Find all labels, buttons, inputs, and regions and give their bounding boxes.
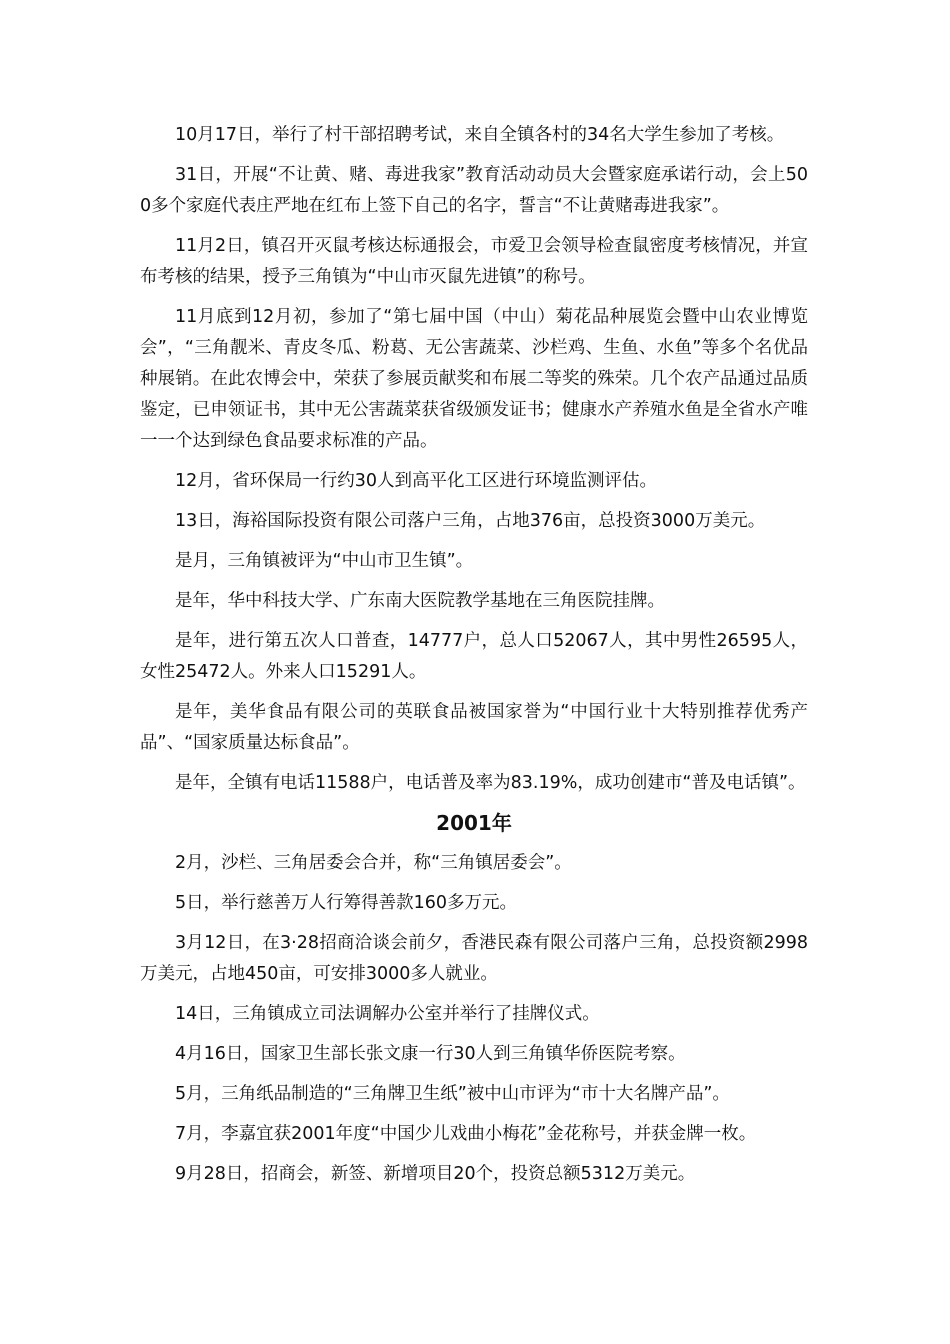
paragraph-minsen-investment: 3月12日，在3·28招商洽谈会前夕，香港民森有限公司落户三角，总投资额2998万美元，占地450亩，可安排3000多人就业。 xyxy=(140,933,808,984)
paragraph-anti-drug-campaign: 31日，开展“不让黄、赌、毒进我家”教育活动动员大会暨家庭承诺行动，会上500多个家庭代表庄严地在红布上签下自己的名字，誓言“不让黄赌毒进我家”。 xyxy=(140,165,808,216)
document-body xyxy=(140,120,808,1199)
paragraph-food-award: 是年，美华食品有限公司的英联食品被国家誉为“中国行业十大特别推荐优秀产品”、“国家质量达标食品”。 xyxy=(140,702,808,753)
paragraph-opera-award: 7月，李嘉宜获2001年度“中国少儿戏曲小梅花”金花称号，并获金牌一枚。 xyxy=(175,1124,757,1144)
paragraph-tissue-brand: 5月，三角纸品制造的“三角牌卫生纸”被中山市评为“市十大名牌产品”。 xyxy=(175,1084,730,1104)
paragraph-agri-expo: 11月底到12月初，参加了“第七届中国（中山）菊花品种展览会暨中山农业博览会”，“三角靓米、青皮冬瓜、粉葛、无公害蔬菜、沙栏鸡、生鱼、水鱼”等多个名优品种展销。在此农博会中，荣获了参展贡献奖和布展二等奖的殊荣。几个农产品通过品质鉴定，已申领证书，其中无公害蔬菜获省级颁发证书；健康水产养殖水鱼是全省水产唯一一个达到绿色食品要求标准的产品。 xyxy=(140,307,808,451)
paragraph-residents-committee: 2月，沙栏、三角居委会合并，称“三角镇居委会”。 xyxy=(175,853,572,873)
paragraph-rodent-control: 11月2日，镇召开灭鼠考核达标通报会，市爱卫会领导检查鼠密度考核情况，并宣布考核的结果，授予三角镇为“中山市灭鼠先进镇”的称号。 xyxy=(140,236,808,287)
paragraph-hygiene-town: 是月，三角镇被评为“中山市卫生镇”。 xyxy=(175,551,474,571)
section-heading-2001: 2001年 xyxy=(436,811,512,835)
paragraph-environment-survey: 12月，省环保局一行约30人到高平化工区进行环境监测评估。 xyxy=(175,471,658,491)
paragraph-investment-fair: 9月28日，招商会，新签、新增项目20个，投资总额5312万美元。 xyxy=(175,1164,696,1184)
paragraph-teaching-base: 是年，华中科技大学、广东南大医院教学基地在三角医院挂牌。 xyxy=(175,591,665,611)
paragraph-mediation-office: 14日，三角镇成立司法调解办公室并举行了挂牌仪式。 xyxy=(175,1004,600,1024)
paragraph-telephone: 是年，全镇有电话11588户，电话普及率为83.19%，成功创建市“普及电话镇”。 xyxy=(175,773,806,793)
paragraph-census: 是年，进行第五次人口普查，14777户，总人口52067人，其中男性26595人，女性25472人。外来人口15291人。 xyxy=(140,631,808,682)
paragraph-charity-walk: 5日，举行慈善万人行筹得善款160多万元。 xyxy=(175,893,518,913)
paragraph-health-minister-visit: 4月16日，国家卫生部长张文康一行30人到三角镇华侨医院考察。 xyxy=(175,1044,686,1064)
paragraph-haiyu-investment: 13日，海裕国际投资有限公司落户三角，占地376亩，总投资3000万美元。 xyxy=(175,511,766,531)
paragraph-village-cadre-exam: 10月17日，举行了村干部招聘考试，来自全镇各村的34名大学生参加了考核。 xyxy=(175,125,785,145)
